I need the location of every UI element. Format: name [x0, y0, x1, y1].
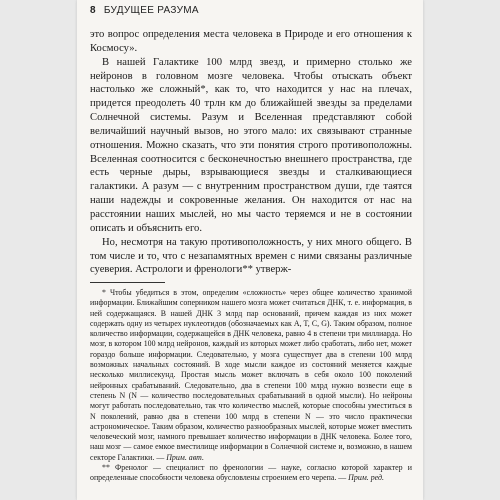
footnote-source: Прим. ред.: [348, 473, 384, 483]
footnote-text: ** Френолог — специалист по френологии — науке, согласно которой характер и определенные способности человека обусловлены строением его черепа.: [90, 463, 412, 483]
footnote: ** Френолог — специалист по френологии — науке, согласно которой характер и определенные способности человека обусловлены строением его черепа. — Прим. ред.: [90, 463, 412, 483]
footnote-separator: [90, 282, 165, 283]
running-head: [90, 5, 199, 16]
footnote-text: * Чтобы убедиться в этом, определим «сложность» через общее количество хранимой информации. Ближайшим соперником нашего мозга может считаться ДНК, т. е. информация, в ней содержащаяся. В нашей ДНК 3 млрд пар оснований, причем каждая из них может содержать одну из четырех нуклеотидов (обозначаемых как A, T, C, G). Таким образом, полное количество информации, содержащейся в ДНК человека, равно 4 в степени три миллиарда. Но мозг, в котором 100 млрд нейронов, каждый из которых может либо сработать, либо нет, может гораздо больше информации. Следовательно, у мозга существует два в степени 100 млрд возможных начальных состояний. В ходе мысли каждое из состояний меняется каждые несколько миллисекунд. Простая мысль может включать в себя около 100 поколений нейронных срабатываний. Следовательно, два в степени 100 млрд нужно возвести еще в степень N (N — количество последовательных срабатываний в одной мысли). Но нейроны могут работать последовательно, так что количество мыслей, которые способны уместиться в N поколений, равно два в степени 100 млрд в степени N — это число практически астрономическое. Таким образом, количество разнообразных мыслей, которые может вместить человеческий мозг, намного превышает количество информации в ДНК человека. Более того, наш мозг — самое емкое вместилище информации в Солнечной системе и, возможно, в нашем секторе Галактики.: [90, 288, 412, 462]
page-number: 8: [90, 5, 96, 16]
running-head-title: БУДУЩЕЕ РАЗУМА: [103, 5, 199, 16]
footnote: * Чтобы убедиться в этом, определим «сложность» через общее количество хранимой информации. Ближайшим соперником нашего мозга может считаться ДНК, т. е. информация, в ней содержащаяся. В нашей ДНК 3 млрд пар оснований, причем каждая из них может содержать одну из четырех нуклеотидов (обозначаемых как A, T, C, G). Таким образом, полное количество информации, содержащейся в ДНК человека, равно 4 в степени три миллиарда. Но мозг, в котором 100 млрд нейронов, каждый из которых может либо сработать, либо нет, может гораздо больше информации. Следовательно, у мозга существует два в степени 100 млрд возможных начальных состояний. В ходе мысли каждое из состояний меняется каждые несколько миллисекунд. Простая мысль может включать в себя около 100 поколений нейронных срабатываний. Следовательно, два в степени 100 млрд нужно возвести еще в степень N (N — количество последовательных срабатываний в одной мысли). Но нейроны могут работать последовательно, так что количество мыслей, которые способны уместиться в N поколений, равно два в степени 100 млрд в степени N — это число практически астрономическое. Таким образом, количество разнообразных мыслей, которые может вместить человеческий мозг, намного превышает количество информации в ДНК человека. Более того, наш мозг — самое емкое вместилище информации в Солнечной системе и, возможно, в нашем секторе Галактики. — Прим. авт.: [90, 288, 412, 462]
main-text: [90, 28, 412, 277]
footnote-source: Прим. авт.: [166, 452, 204, 462]
paragraph: Но, несмотря на такую противоположность, у них много общего. В том числе и то, что с незапамятных времен с ними связаны различные суеверия. Астрологи и френологи** утверж-: [90, 236, 412, 276]
paragraph: это вопрос определения места человека в Природе и его отношения к Космосу».: [90, 29, 412, 54]
footnotes: [90, 288, 412, 484]
paragraph: В нашей Галактике 100 млрд звезд, и примерно столько же нейронов в головном мозге человека. Чтобы отыскать объект настолько же сложный*, как то, что находится у нас на плечах, придется преодолеть 40 трлн км до ближайшей звезды за пределами Солнечной системы. Разум и Вселенная представляют собой величайший научный вызов, но этого мало: их связывают странные отношения. Можно сказать, что эти понятия строго противоположны. Вселенная соотносится с бесконечностью внешнего пространства, где есть черные дыры, взрывающиеся звезды и сталкивающиеся галактики. А разум — с внутренним пространством души, где таятся наши надежды и сокровенные желания. Он находится от нас на расстоянии наших мыслей, но мы часто теряемся и не в состоянии описать и объяснить его.: [90, 56, 412, 234]
book-page: [77, 0, 423, 500]
